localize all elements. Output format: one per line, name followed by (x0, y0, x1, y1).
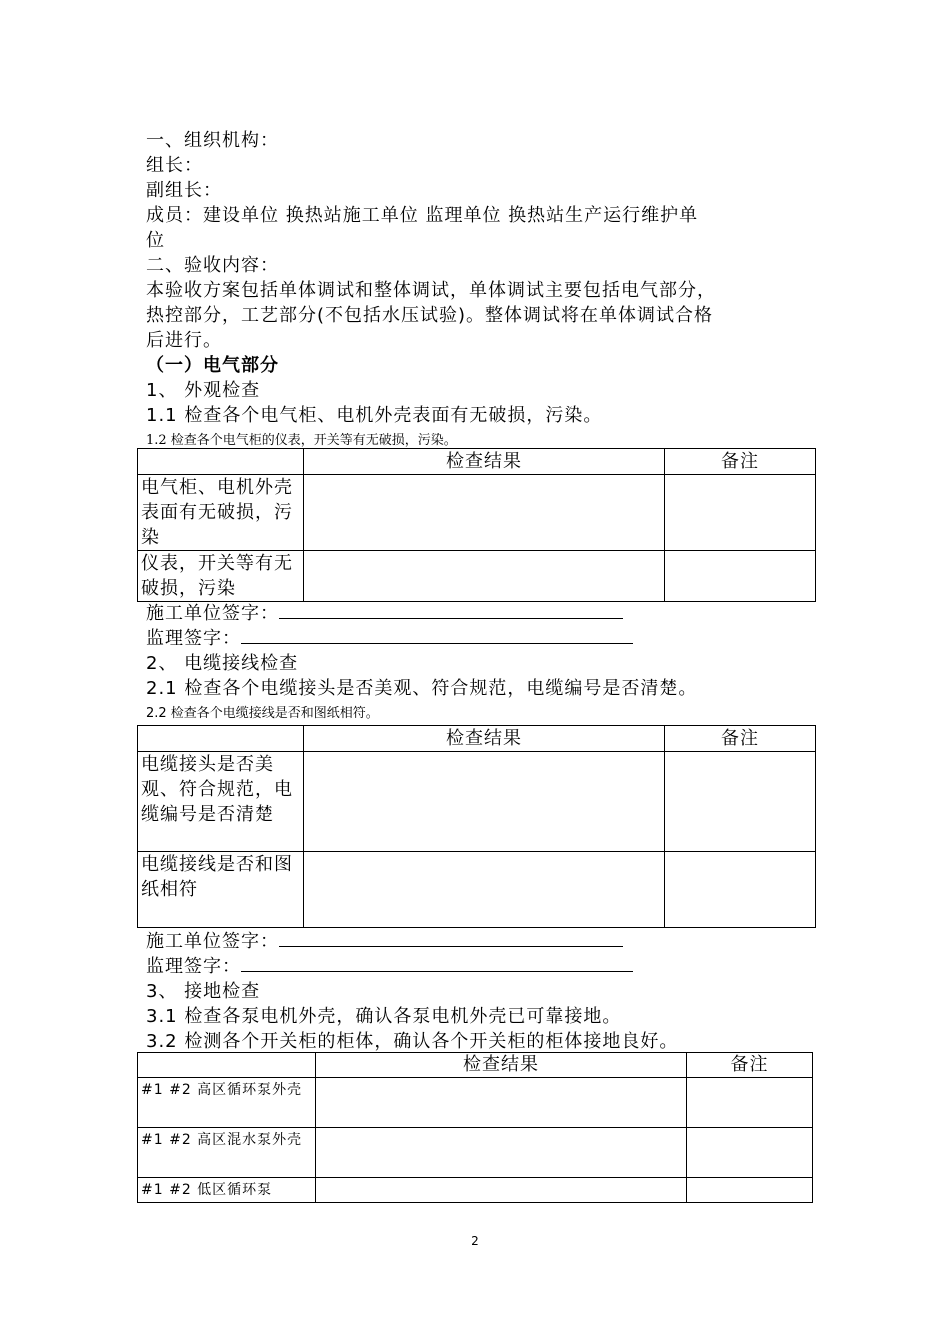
table-cell-remark[interactable] (687, 1078, 813, 1128)
members-line-cont: 位 (146, 230, 165, 251)
table-cell-remark[interactable] (665, 852, 816, 928)
table-cell-result[interactable] (304, 852, 665, 928)
item3-table (137, 1052, 813, 1203)
sign-label: 施工单位签字： (146, 931, 279, 952)
table-header-remark: 备注 (665, 449, 816, 475)
table-header-remark: 备注 (665, 726, 816, 752)
item2-sign-supervision (146, 954, 633, 979)
table-row (138, 852, 816, 928)
content-paragraph-3: 后进行。 (146, 330, 222, 351)
content-paragraph-1: 本验收方案包括单体调试和整体调试，单体调试主要包括电气部分， (146, 280, 716, 301)
table-cell-item: #1 #2 高区混水泵外壳 (138, 1128, 316, 1178)
signature-line[interactable] (241, 955, 633, 972)
item2-table (137, 725, 816, 928)
signature-line[interactable] (279, 930, 623, 947)
table-row (138, 1078, 813, 1128)
item2-sign-construction (146, 929, 623, 954)
electrical-section-title: （一）电气部分 (146, 355, 279, 376)
deputy-leader-line: 副组长： (146, 180, 222, 201)
table-cell-item: 电缆接线是否和图纸相符 (138, 852, 304, 928)
table-row (138, 1128, 813, 1178)
table-cell-result[interactable] (316, 1078, 687, 1128)
table-cell-item: 电缆接头是否美观、符合规范，电缆编号是否清楚 (138, 752, 304, 852)
item3-sub2: 3.2 检测各个开关柜的柜体，确认各个开关柜的柜体接地良好。 (146, 1031, 679, 1052)
sign-label: 施工单位签字： (146, 603, 279, 624)
org-title: 一、组织机构： (146, 130, 279, 151)
table-cell-remark[interactable] (687, 1178, 813, 1203)
item1-sign-supervision (146, 626, 633, 651)
sign-label: 监理签字： (146, 956, 241, 977)
page-number: 2 (471, 1234, 479, 1248)
signature-line[interactable] (279, 602, 623, 619)
table-cell-remark[interactable] (665, 752, 816, 852)
table-header-result: 检查结果 (316, 1053, 687, 1078)
table-header-result: 检查结果 (304, 449, 665, 475)
table-header-cell (138, 1053, 316, 1078)
table-row (138, 752, 816, 852)
item1-sub2: 1.2 检查各个电气柜的仪表，开关等有无破损，污染。 (146, 433, 457, 448)
item1-table (137, 448, 816, 602)
table-cell-item: #1 #2 低区循环泵 (138, 1178, 316, 1203)
signature-line[interactable] (241, 627, 633, 644)
table-cell-result[interactable] (316, 1178, 687, 1203)
item2-title: 2、 电缆接线检查 (146, 653, 299, 674)
table-row (138, 1178, 813, 1203)
table-cell-remark[interactable] (665, 551, 816, 602)
item1-sign-construction (146, 601, 623, 626)
table-header-cell (138, 726, 304, 752)
leader-line: 组长： (146, 155, 203, 176)
members-line: 成员：建设单位 换热站施工单位 监理单位 换热站生产运行维护单 (146, 205, 699, 226)
content-title: 二、验收内容： (146, 255, 279, 276)
table-cell-item: #1 #2 高区循环泵外壳 (138, 1078, 316, 1128)
table-cell-result[interactable] (304, 551, 665, 602)
table-cell-result[interactable] (316, 1128, 687, 1178)
table-row (138, 551, 816, 602)
item3-title: 3、 接地检查 (146, 981, 261, 1002)
table-cell-result[interactable] (304, 752, 665, 852)
table-row (138, 475, 816, 551)
sign-label: 监理签字： (146, 628, 241, 649)
table-cell-result[interactable] (304, 475, 665, 551)
table-cell-item: 电气柜、电机外壳表面有无破损，污染 (138, 475, 304, 551)
item2-sub1: 2.1 检查各个电缆接头是否美观、符合规范，电缆编号是否清楚。 (146, 678, 698, 699)
item1-title: 1、 外观检查 (146, 380, 261, 401)
table-cell-remark[interactable] (665, 475, 816, 551)
table-header-result: 检查结果 (304, 726, 665, 752)
table-cell-item: 仪表，开关等有无破损，污染 (138, 551, 304, 602)
table-header-remark: 备注 (687, 1053, 813, 1078)
item3-sub1: 3.1 检查各泵电机外壳，确认各泵电机外壳已可靠接地。 (146, 1006, 622, 1027)
item2-sub2: 2.2 检查各个电缆接线是否和图纸相符。 (146, 706, 379, 721)
item1-sub1: 1.1 检查各个电气柜、电机外壳表面有无破损，污染。 (146, 405, 603, 426)
content-paragraph-2: 热控部分，工艺部分(不包括水压试验)。整体调试将在单体调试合格 (146, 305, 714, 326)
table-cell-remark[interactable] (687, 1128, 813, 1178)
table-header-cell (138, 449, 304, 475)
